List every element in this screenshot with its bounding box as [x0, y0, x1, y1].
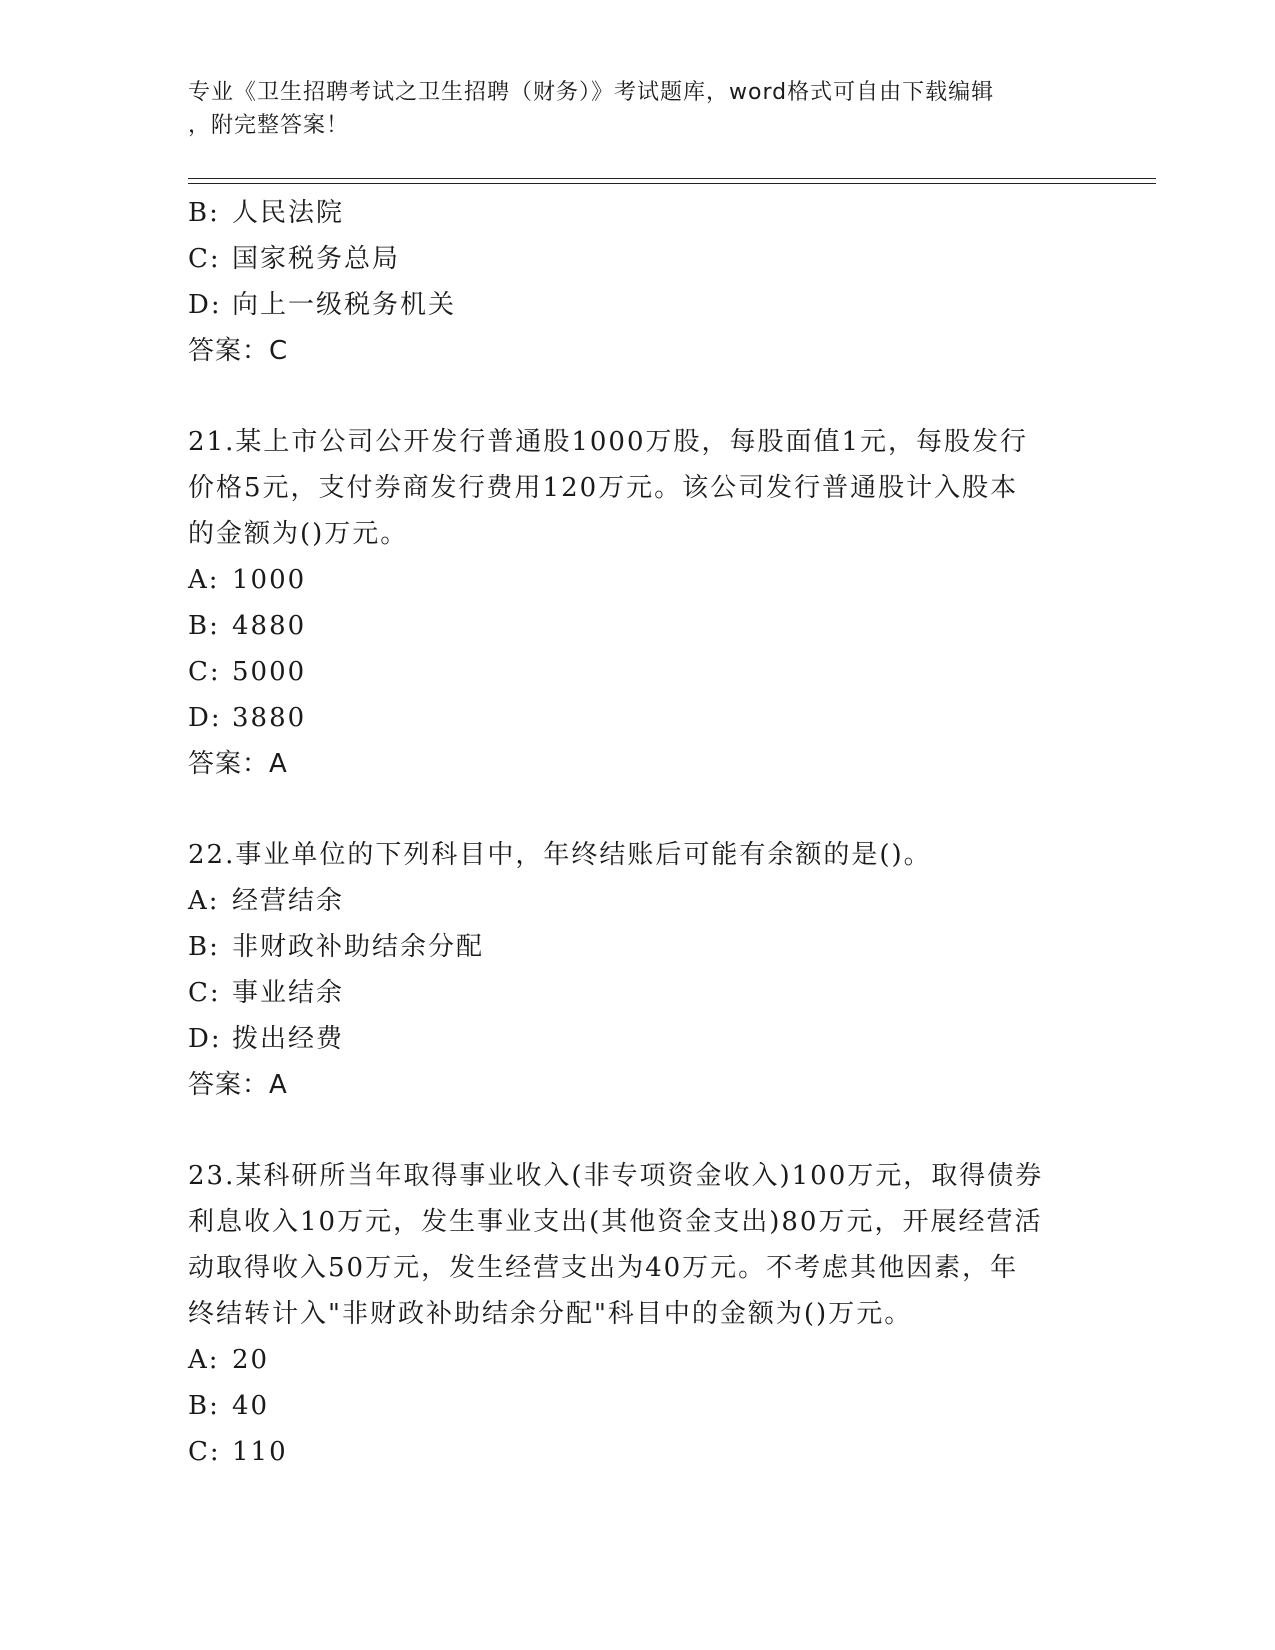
question-21 [188, 419, 1088, 787]
option-letter: D: [188, 290, 222, 320]
option-letter: D: [188, 1024, 222, 1054]
question-text-line: 动取得收入50万元，发生经营支出为40万元。不考虑其他因素，年 [188, 1253, 1019, 1283]
option-row [188, 190, 1088, 236]
question-23 [188, 1153, 1088, 1475]
option-text: 非财政补助结余分配 [232, 932, 485, 962]
option-row [188, 970, 1088, 1016]
question-text-line: 价格5元，支付券商发行费用120万元。该公司发行普通股计入股本 [188, 473, 1019, 503]
option-text: 向上一级税务机关 [232, 290, 457, 320]
question-text-line: 21.某上市公司公开发行普通股1000万股，每股面值1元，每股发行 [188, 427, 1029, 457]
option-text: 40 [232, 1391, 270, 1421]
option-row [188, 649, 1088, 695]
option-text: 经营结余 [232, 886, 345, 916]
option-text: 国家税务总局 [232, 244, 401, 274]
option-letter: D: [188, 703, 222, 733]
option-letter: C: [188, 657, 221, 687]
option-letter: A: [188, 1345, 220, 1375]
option-row [188, 236, 1088, 282]
question-text-line: 23.某科研所当年取得事业收入(非专项资金收入)100万元，取得债券 [188, 1161, 1044, 1191]
option-text: 事业结余 [232, 978, 345, 1008]
option-text: 110 [232, 1437, 288, 1467]
option-text: 4880 [232, 611, 307, 641]
option-letter: B: [188, 1391, 220, 1421]
option-letter: C: [188, 978, 221, 1008]
option-letter: A: [188, 886, 220, 916]
option-row [188, 1337, 1088, 1383]
answer-line: 答案：C [188, 336, 289, 366]
option-text: 拨出经费 [232, 1024, 345, 1054]
option-row [188, 1429, 1088, 1475]
option-row [188, 1016, 1088, 1062]
header-rule-bottom [188, 183, 1156, 184]
question-text-line: 终结转计入"非财政补助结余分配"科目中的金额为()万元。 [188, 1299, 913, 1329]
header-line-2: ，附完整答案！ [188, 113, 350, 138]
option-row [188, 557, 1088, 603]
question-22 [188, 832, 1088, 1108]
prev-question-options [188, 190, 1088, 328]
option-row [188, 924, 1088, 970]
option-letter: B: [188, 198, 220, 228]
option-text: 20 [232, 1345, 270, 1375]
document-header [188, 76, 1088, 142]
question-text-line: 的金额为()万元。 [188, 519, 409, 549]
answer-line: 答案：A [188, 1070, 288, 1100]
option-letter: C: [188, 244, 221, 274]
option-row [188, 695, 1088, 741]
option-row [188, 878, 1088, 924]
option-text: 5000 [232, 657, 307, 687]
option-letter: C: [188, 1437, 221, 1467]
document-body [188, 190, 1088, 1475]
option-letter: B: [188, 932, 220, 962]
option-letter: A: [188, 565, 220, 595]
option-letter: B: [188, 611, 220, 641]
option-text: 1000 [232, 565, 307, 595]
answer-line: 答案：A [188, 749, 288, 779]
question-text-line: 22.事业单位的下列科目中，年终结账后可能有余额的是()。 [188, 840, 932, 870]
header-line-1: 专业《卫生招聘考试之卫生招聘（财务）》考试题库，word格式可自由下载编辑 [188, 80, 995, 105]
option-row [188, 282, 1088, 328]
option-row [188, 1383, 1088, 1429]
option-text: 3880 [232, 703, 307, 733]
option-row [188, 603, 1088, 649]
question-text-line: 利息收入10万元，发生事业支出(其他资金支出)80万元，开展经营活 [188, 1207, 1043, 1237]
option-text: 人民法院 [232, 198, 345, 228]
header-rule-top [188, 178, 1156, 179]
